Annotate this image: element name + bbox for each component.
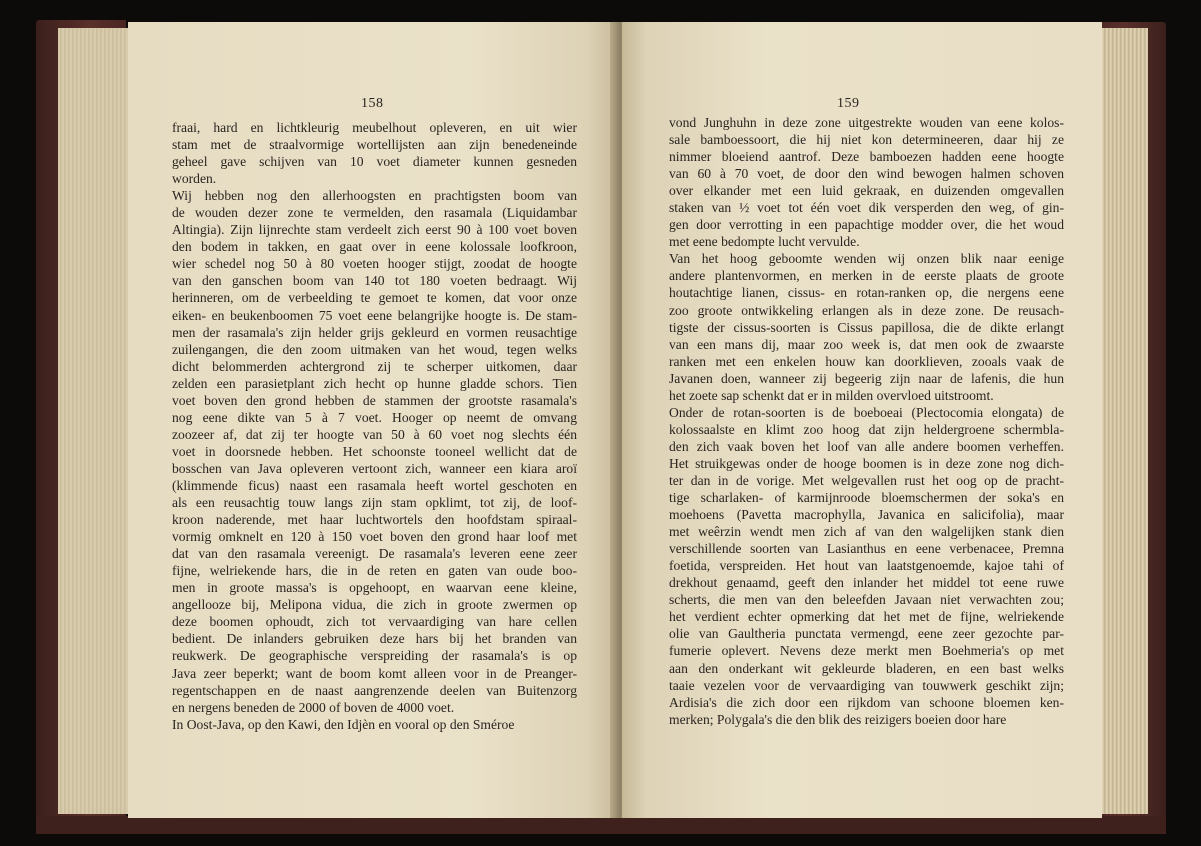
text-line: den bodem in takken, en gaat over in eene kolossale loofkroon, (172, 239, 577, 255)
text-line: (klimmende ficus) naast een rasamala heeft wortel geschoten en (172, 477, 577, 493)
open-book (36, 16, 1166, 834)
text-line: met eene bedompte lucht vervulde. (669, 234, 860, 250)
text-line: zoozeer af, dat zij ter hoogte van 50 à 60 voet nog slechts één (172, 426, 577, 442)
text-line: van den ganschen boom van 140 tot 180 voeten bedraagt. Wij (172, 273, 577, 289)
text-line: kolossaalste en klimt zoo hoog dat zijn heldergroene schermbla- (669, 421, 1064, 437)
text-line: tige scharlaken- of karmijnroode bloemschermen der soka's en (669, 490, 1064, 506)
text-line: Java zeer beperkt; want de boom komt alleen voor in de Preanger- (172, 665, 577, 681)
text-line: Altingia). Zijn lijnrechte stam verdeelt zich eerst 90 à 100 voet boven (172, 222, 577, 238)
left-page (128, 22, 616, 818)
text-line: het zoete sap schenkt dat er in milden overvloed uitstroomt. (669, 387, 994, 403)
text-line: vond Junghuhn in deze zone uitgestrekte wouden van eene kolos- (669, 115, 1064, 130)
text-line: zuilengangen, die den zoom uitmaken van het woud, tegen welks (172, 341, 577, 357)
text-line: eiken- en beukenboomen 75 voet eene belangrijke hoogte is. De stam- (172, 307, 577, 323)
text-line: wier schedel nog 50 à 80 voeten hooger stijgt, zoodat de hoogte (172, 256, 577, 272)
text-line: sale bamboessoort, die hij niet kon determineeren, daar hij ze (669, 132, 1064, 148)
text-line: ter dan in de vorige. Met welgevallen rust het oog op de pracht- (669, 472, 1064, 488)
text-line: merken; Polygala's die den blik des reizigers boeien door hare (669, 711, 1007, 727)
text-line: tigste der cissus-soorten is Cissus papillosa, die de dikte erlangt (669, 319, 1064, 335)
text-line: bedient. De inlanders gebruiken deze hars bij het branden van (172, 631, 577, 647)
text-line: Onder de rotan-soorten is de boeboeai (Plectocomia elongata) de (669, 404, 1064, 420)
text-line: verschillende soorten van Lasianthus en eene verbenacee, Premna (669, 541, 1064, 557)
text-line: voet boven den grond hebben de stammen der grootste rasamala's (172, 392, 577, 408)
text-line: het verdient echter opmerking dat het met de fijne, welriekende (669, 609, 1064, 625)
text-line: als een reusachtig touw langs zijn stam opklimt, tot zij, de loof- (172, 495, 577, 511)
text-line: geheel gave schijven van 10 voet diameter kunnen gesneden (172, 154, 577, 170)
text-line: vormig omknelt en 120 à 150 voet boven den grond haar loof met (172, 529, 577, 545)
book-cover-bottom (36, 816, 1166, 834)
text-line: gen door verrotting in een papachtige modder over, die het woud (669, 217, 1064, 233)
text-line: scherts, die men van den beleefden Javaan niet verwachten zou; (669, 592, 1064, 608)
text-line: Javanen doen, wanneer zij begeerig zijn naar de lafenis, die hun (669, 370, 1064, 386)
text-line: reukwerk. De geographische verspreiding der rasamala's is op (172, 648, 577, 664)
text-line: In Oost-Java, op den Kawi, den Idjèn en vooral op den Sméroe (172, 716, 515, 732)
page-number: 158 (361, 96, 384, 111)
text-line: aan den onderkant wit gekleurde bladeren, en een bast welks (669, 660, 1064, 676)
text-line: drekhout genaamd, geeft den inlander het middel tot eene ruwe (669, 575, 1064, 591)
text-line: zoo groote ontwikkeling erlangen als in deze zone. De reusach- (669, 302, 1064, 318)
text-line: nimmer bloeiend aantrof. Deze bamboezen hadden eene hoogte (669, 149, 1064, 165)
text-line: herinneren, om de verbeelding te gemoet te komen, dat voor onze (172, 290, 577, 306)
text-line: moehoens (Pavetta macrophylla, Javanica en salicifolia), maar (669, 507, 1064, 523)
text-line: andere plantenvormen, en merken in de eerste plaats de groote (669, 268, 1064, 284)
text-line: Ardisia's die zich door een rijkdom van schoone bloemen ken- (669, 694, 1064, 710)
text-line: nog eene dikte van 5 à 7 voet. Hooger op neemt de omvang (172, 409, 577, 425)
text-line: foetida, verspreiden. Het hout van laatstgenoemde, kajoe tahi of (669, 558, 1064, 574)
text-line: stam met de straalvormige wortellijsten aan zijn benedeneinde (172, 137, 577, 153)
body-text (669, 114, 1064, 728)
text-line: fumerie oplevert. Nevens deze merkt men Boehmeria's op met (669, 643, 1064, 659)
text-line: en nergens beneden de 2000 of boven de 4000 voet. (172, 699, 455, 715)
text-line: taaie vezelen voor de vervaardiging van touwwerk geschikt zijn; (669, 677, 1064, 693)
page-edges-right (1098, 28, 1148, 814)
text-line: zelden een parasietplant zich hecht op hunne gladde schors. Tien (172, 375, 577, 391)
text-line: ranken met een enkelen houw kan doorklieven, zooals vaak de (669, 353, 1064, 369)
body-text (172, 119, 577, 733)
text-line: fijne, welriekende hars, die in de reten en gaten van oude boo- (172, 563, 577, 579)
text-line: regentschappen en de naast aangrenzende deelen van Buitenzorg (172, 682, 577, 698)
text-line: Het struikgewas onder de hooge boomen is in deze zone nog dich- (669, 455, 1064, 471)
text-line: houtachtige lianen, cissus- en rotan-ranken op, die nergens eene (669, 285, 1064, 301)
text-line: bosschen van Java opleveren vertoont zich, wanneer een kiara aroï (172, 460, 577, 476)
text-line: olie van Gaultheria punctata vermengd, eene zeer gezochte par- (669, 626, 1064, 642)
text-line: Van het hoog geboomte wenden wij onzen blik naar eenige (669, 251, 1064, 267)
text-line: met weêrzin wendt men zich af van den walgelijken stank dien (669, 524, 1064, 540)
page-edges-left (58, 28, 138, 814)
text-line: dat van den rasamala vereenigt. De rasamala's leveren eene zeer (172, 546, 577, 562)
text-line: kroon naderende, met haar luchtwortels den hoofdstam spiraal- (172, 512, 577, 528)
text-line: men in groote massa's is opgehoopt, en waarvan eene kleine, (172, 580, 577, 596)
text-line: over elkander met een luid gekraak, en duizenden omgevallen (669, 183, 1064, 199)
text-line: Wij hebben nog den allerhoogsten en prachtigsten boom van (172, 188, 577, 204)
text-line: men der rasamala's zijn helder grijs gekleurd en vormen reusachtige (172, 324, 577, 340)
text-line: staken van ½ voet tot één voet dik versperden den weg, of gin- (669, 200, 1064, 216)
page-number: 159 (837, 96, 860, 111)
text-line: van 60 à 70 voet, de door den wind bewogen halmen schoven (669, 166, 1064, 182)
text-line: dicht belommerden achtergrond zij te scherper uitkomen, daar (172, 358, 577, 374)
text-line: van een mans dij, maar zoo week is, dat men ook de zwaarste (669, 336, 1064, 352)
text-line: de wouden dezer zone te vermelden, den rasamala (Liquidambar (172, 205, 577, 221)
right-page (622, 22, 1102, 818)
text-line: fraai, hard en lichtkleurig meubelhout opleveren, en uit wier (172, 120, 577, 135)
text-line: den zich vaak boven het loof van alle andere boomen verheffen. (669, 438, 1064, 454)
text-line: angellooze bij, Melipona vidua, die zich in groote zwermen op (172, 597, 577, 613)
text-line: worden. (172, 171, 217, 187)
text-line: deze boomen ophoudt, zich tot vervaardiging van hare cellen (172, 614, 577, 630)
text-line: voet in doorsnede hebben. Het schoonste tooneel wellicht dat de (172, 443, 577, 459)
